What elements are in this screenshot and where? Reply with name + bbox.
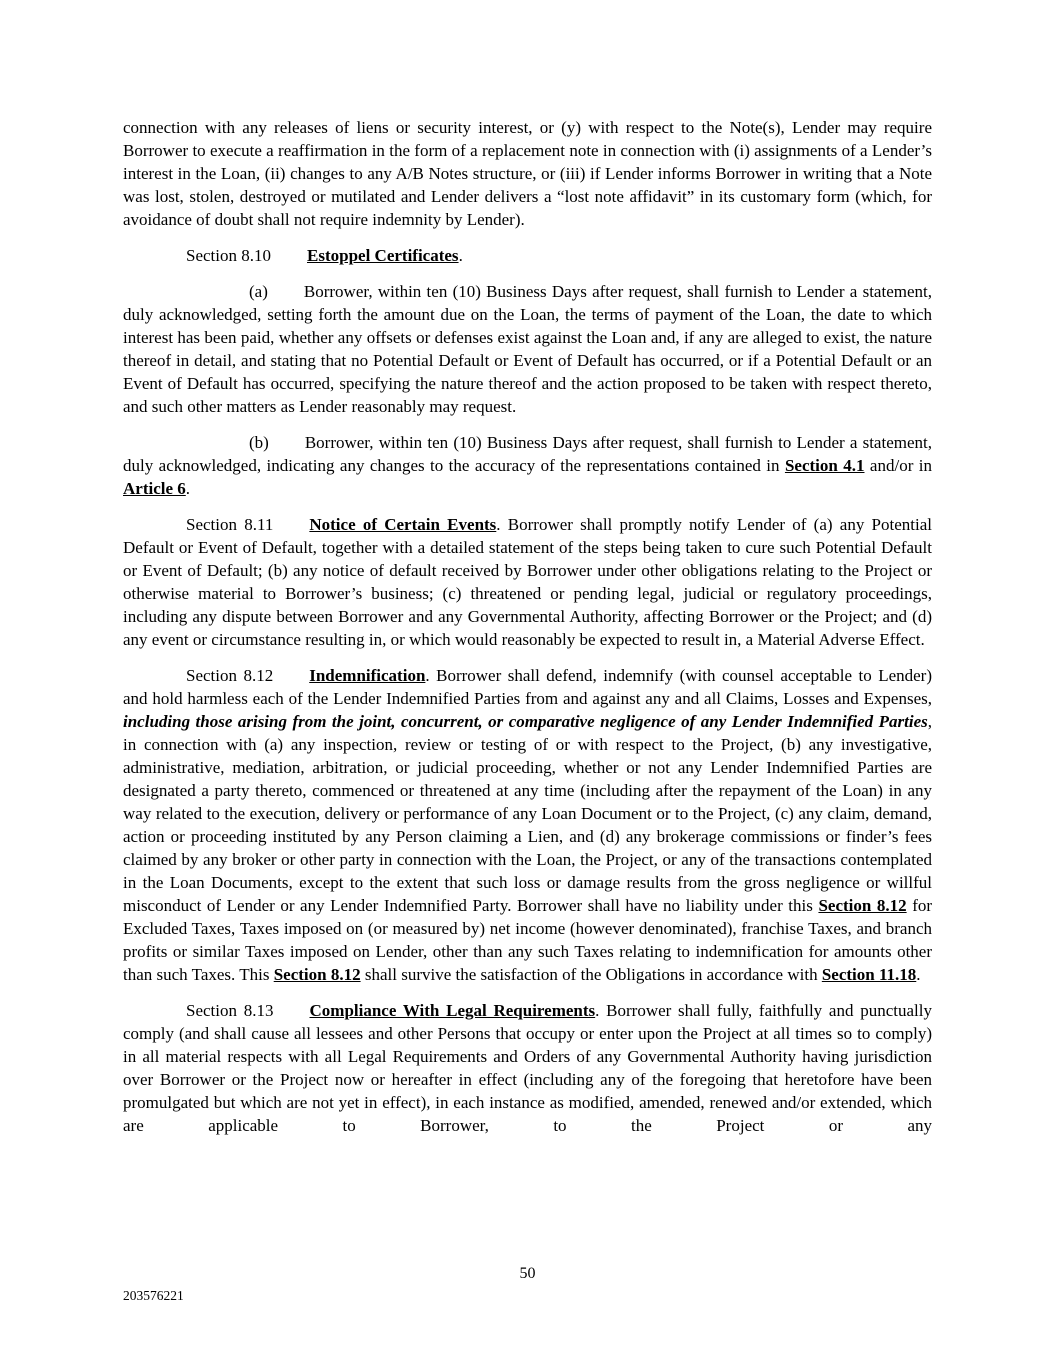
- text-run: Article 6: [123, 479, 186, 498]
- text-run: .: [916, 965, 921, 984]
- text-run: Indemnification: [309, 666, 426, 685]
- subsection-8-10-b: [123, 431, 932, 500]
- section-8-13: [123, 999, 932, 1137]
- section-8-11: [123, 513, 932, 651]
- text-run: , in connection with (a) any inspection, review or testing of or with respect to the Project, (b) any investigative, administrative, mediation, arbitration, or judicial proceeding, whether or not any Lender Indemnified Parties are designated a party thereto, commenced or threatened at any time (including after the repayment of the Loan) in any way related to the execution, delivery or performance of any Loan Document or to the Project, (c) any claim, demand, action or proceeding instituted by any Person claiming a Lien, and (d) any brokerage commissions or finder’s fees claimed by any broker or other party in connection with the Loan, the Project, or any of the transactions contemplated in the Loan Documents, except to the extent that such loss or damage results from the gross negligence or willful misconduct of Lender or any Lender Indemnified Party. Borrower shall have no liability under this: [123, 712, 932, 915]
- text-run: Section 8.12: [818, 896, 907, 915]
- document-body: [123, 116, 932, 1150]
- text-run: including those arising from the joint, concurrent, or comparative negligence of any Lender Indemnified Parties: [123, 712, 928, 731]
- text-run: Estoppel Certificates: [307, 246, 459, 265]
- text-run: Section 8.11: [186, 515, 274, 534]
- page-number: 50: [519, 1265, 536, 1282]
- text-run: shall survive the satisfaction of the Obligations in accordance with: [360, 965, 822, 984]
- text-run: Notice of Certain Events: [309, 515, 497, 534]
- text-run: Borrower, within ten (10) Business Days after request, shall furnish to Lender a statement, duly acknowledged, setting forth the amount due on the Loan, the terms of payment of the Loan, the date to which interest has been paid, whether any offsets or defenses exist against the Loan and, if any are alleged to exist, the nature thereof in detail, and stating that no Potential Default or Event of Default has occurred, or if a Potential Default or an Event of Default has occurred, specifying the nature thereof and the action proposed to be taken with respect thereto, and such other matters as Lender reasonably may request.: [123, 282, 932, 416]
- text-run: .: [185, 479, 191, 498]
- paragraph-continuation: [123, 116, 932, 231]
- text-run: Section 8.13: [186, 1001, 274, 1020]
- text-run: connection with any releases of liens or security interest, or (y) with respect to the Note(s), Lender may require Borrower to execute a reaffirmation in the form of a replacement note in connection with (i) assignments of a Lender’s interest in the Loan, (ii) changes to any A/B Notes structure, or (iii) if Lender informs Borrower in writing that a Note was lost, stolen, destroyed or mutilated and Lender delivers a “lost note affidavit” in its customary form (which, for avoidance of doubt shall not require indemnity by Lender).: [123, 118, 932, 229]
- text-run: Section 11.18: [821, 965, 917, 984]
- text-run: Section 4.1: [784, 456, 865, 475]
- text-run: .: [458, 246, 463, 265]
- text-run: for Excluded Taxes, Taxes imposed on (or measured by) net income (however denominated), franchise Taxes, and branch profits or similar Taxes imposed on Lender, other than any such Taxes relating to indemnification for amounts other than such Taxes. This: [123, 896, 933, 984]
- text-run: Borrower, within ten (10) Business Days after request, shall furnish to Lender a statement, duly acknowledged, indicating any changes to the accuracy of the representations contained in: [123, 433, 932, 475]
- text-run: . Borrower shall promptly notify Lender of (a) any Potential Default or Event of Default, together with a detailed statement of the steps being taken to cure such Potential Default or Event of Default; (b) any notice of default received by Borrower under other obligations relating to the Project or otherwise material to Borrower’s business; (c) threatened or pending legal, judicial or regulatory proceedings, including any dispute between Borrower and any Governmental Authority, affecting Borrower or the Project; and (d) any event or circumstance resulting in, or which would reasonably be expected to result in, a Material Adverse Effect.: [123, 515, 932, 649]
- text-run: and/or in: [864, 456, 932, 475]
- text-run: . Borrower shall fully, faithfully and punctually comply (and shall cause all lessees and other Persons that occupy or enter upon the Project at all times so to comply) in all material respects with all Legal Requirements and Orders of any Governmental Authority having jurisdiction over Borrower or the Project now or hereafter in effect (including any of the foregoing that heretofore have been promulgated but which are not yet in effect), in each instance as modified, amended, renewed and/or extended, which are applicable to Borrower, to the Project or any: [123, 1001, 932, 1135]
- text-run: Section 8.12: [273, 965, 361, 984]
- text-run: Section 8.10: [186, 246, 271, 265]
- section-8-10-heading: [123, 244, 932, 267]
- document-id-number: 203576221: [123, 1288, 184, 1303]
- text-run: Compliance With Legal Requirements: [309, 1001, 596, 1020]
- text-run: (b): [249, 433, 269, 452]
- subsection-8-10-a: [123, 280, 932, 418]
- section-8-12: [123, 664, 932, 986]
- text-run: (a): [249, 282, 268, 301]
- text-run: . Borrower shall defend, indemnify (with counsel acceptable to Lender) and hold harmless each of the Lender Indemnified Parties from and against any and all Claims, Losses and Expenses,: [123, 666, 933, 708]
- text-run: Section 8.12: [186, 666, 274, 685]
